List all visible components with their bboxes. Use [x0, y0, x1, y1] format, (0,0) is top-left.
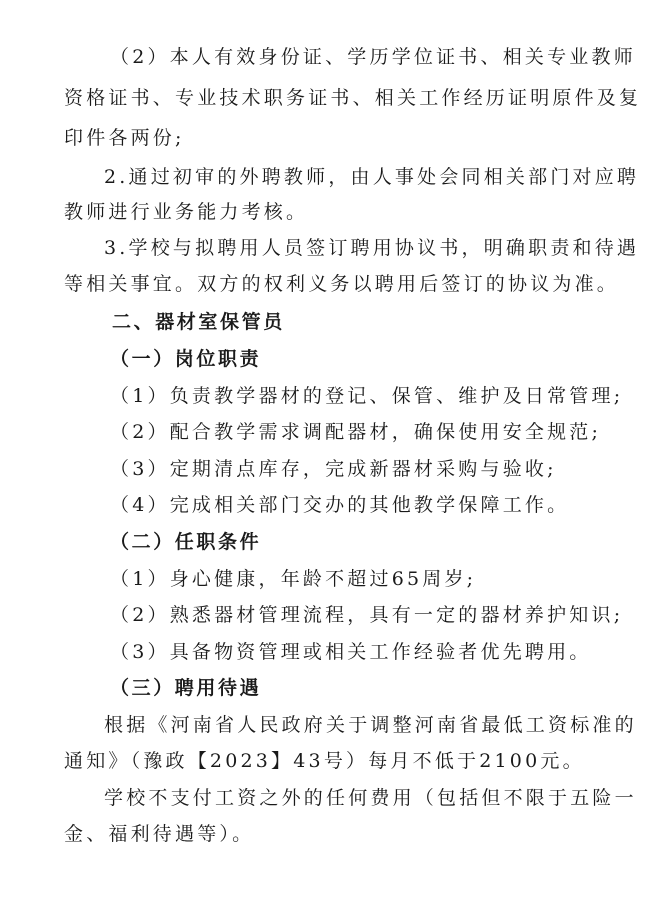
- paragraph-line: 等相关事宜。双方的权利义务以聘用后签订的协议为准。: [64, 273, 620, 295]
- subsection-title: （一）岗位职责: [110, 348, 262, 370]
- paragraph-line: 教师进行业务能力考核。: [64, 201, 309, 223]
- paragraph-line: 资格证书、专业技术职务证书、相关工作经历证明原件及复: [64, 87, 642, 109]
- paragraph-line: 金、福利待遇等）。: [64, 823, 255, 845]
- paragraph-line: 根据《河南省人民政府关于调整河南省最低工资标准的: [104, 714, 637, 736]
- list-item: （4）完成相关部门交办的其他教学保障工作。: [110, 494, 570, 516]
- list-item: （1）身心健康，年龄不超过65周岁;: [110, 568, 477, 590]
- paragraph-line: 通知》（豫政【2023】43号）每月不低于2100元。: [64, 750, 585, 772]
- list-item: （2）熟悉器材管理流程，具有一定的器材养护知识;: [110, 604, 624, 626]
- section-title: 二、器材室保管员: [112, 311, 285, 333]
- list-item: （2）配合教学需求调配器材，确保使用安全规范;: [110, 421, 602, 443]
- paragraph-line: 学校不支付工资之外的任何费用（包括但不限于五险一: [104, 787, 637, 809]
- paragraph-line: 3.学校与拟聘用人员签订聘用协议书，明确职责和待遇: [104, 237, 640, 259]
- subsection-title: （二）任职条件: [110, 531, 262, 553]
- list-item: （1）负责教学器材的登记、保管、维护及日常管理;: [110, 385, 624, 407]
- subsection-title: （三）聘用待遇: [110, 677, 262, 699]
- list-item: （3）具备物资管理或相关工作经验者优先聘用。: [110, 641, 592, 663]
- paragraph-line: 印件各两份;: [64, 127, 185, 149]
- paragraph-line: （2）本人有效身份证、学历学位证书、相关专业教师: [110, 46, 636, 68]
- paragraph-line: 2.通过初审的外聘教师，由人事处会同相关部门对应聘: [104, 166, 640, 188]
- list-item: （3）定期清点库存，完成新器材采购与验收;: [110, 458, 557, 480]
